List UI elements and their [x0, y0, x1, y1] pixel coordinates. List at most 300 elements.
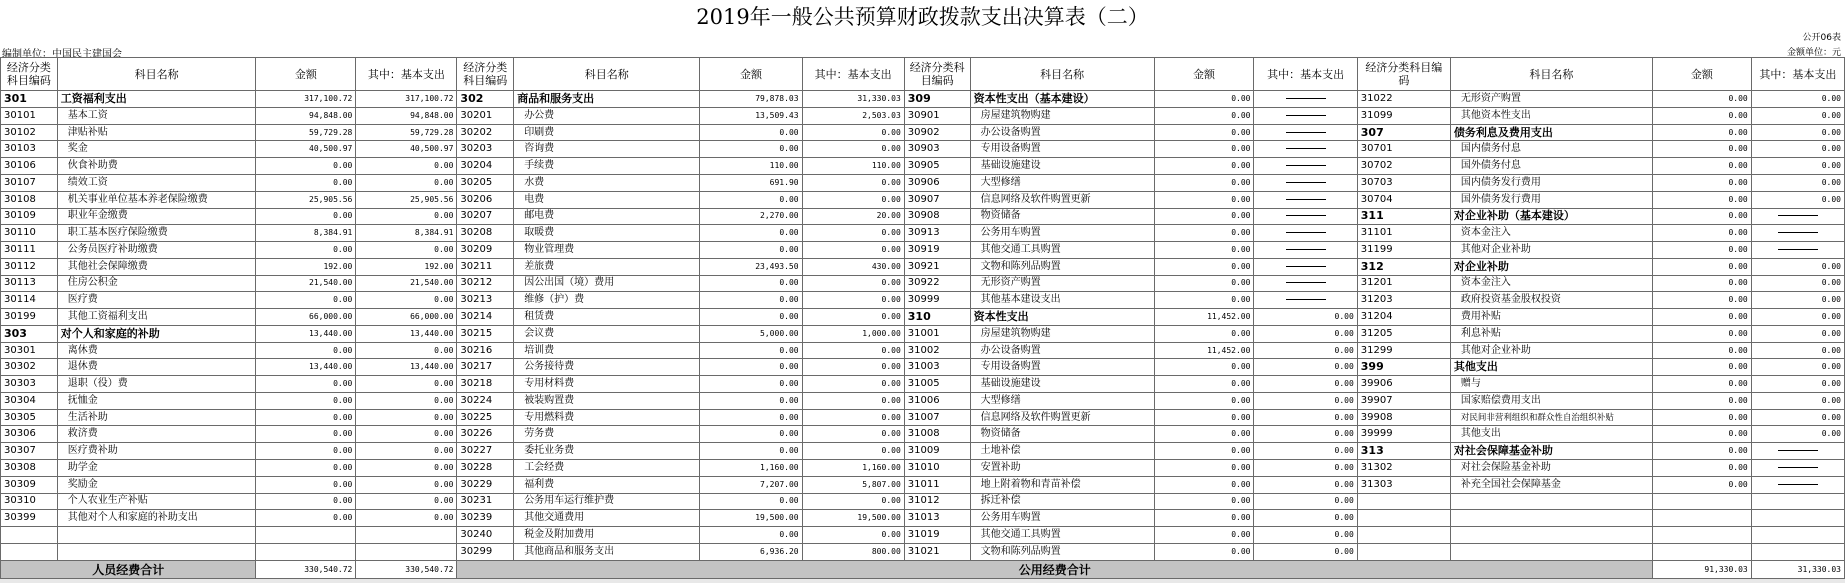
- cell-name: 基本工资: [57, 107, 256, 124]
- cell-name: [1450, 543, 1652, 560]
- cell-name: 其他商品和服务支出: [514, 543, 700, 560]
- cell-amount: 0.00: [700, 409, 802, 426]
- cell-basic: 94,848.00: [356, 107, 457, 124]
- cell-name: 费用补贴: [1450, 309, 1652, 326]
- expenditure-table: [0, 57, 1845, 579]
- cell-code: 30106: [1, 158, 58, 175]
- cell-basic: 0.00: [356, 392, 457, 409]
- cell-amount: 25,905.56: [256, 191, 356, 208]
- cell-name: 工会经费: [514, 460, 700, 477]
- cell-basic: [1254, 91, 1357, 108]
- cell-amount: 0.00: [700, 225, 802, 242]
- cell-basic: 40,500.97: [356, 141, 457, 158]
- cell-basic: 0.00: [1254, 342, 1357, 359]
- cell-basic: [1254, 158, 1357, 175]
- form-number: 公开06表: [1802, 33, 1841, 43]
- cell-amount: 0.00: [256, 493, 356, 510]
- dash-mark: [1286, 282, 1326, 283]
- cell-basic: [1254, 124, 1357, 141]
- cell-amount: 0.00: [256, 174, 356, 191]
- cell-code: 31203: [1357, 292, 1450, 309]
- cell-amount: 0.00: [1652, 225, 1751, 242]
- cell-name: 公务接待费: [514, 359, 700, 376]
- dash-mark: [1286, 115, 1326, 116]
- cell-basic: 0.00: [802, 225, 904, 242]
- cell-basic: 0.00: [802, 242, 904, 259]
- cell-basic: 800.00: [802, 543, 904, 560]
- cell-name: 对企业补助（基本建设）: [1450, 208, 1652, 225]
- cell-basic: 0.00: [802, 426, 904, 443]
- cell-name: 专用设备购置: [970, 359, 1154, 376]
- cell-name: 基础设施建设: [970, 158, 1154, 175]
- cell-basic: 1,160.00: [802, 460, 904, 477]
- cell-code: 30225: [457, 409, 514, 426]
- cell-name: 国外债务发行费用: [1450, 191, 1652, 208]
- cell-name: 租赁费: [514, 309, 700, 326]
- cell-name: 奖金: [57, 141, 256, 158]
- header-basic: 其中：基本支出: [356, 58, 457, 91]
- table-row: [1, 342, 1845, 359]
- cell-basic: 2,503.03: [802, 107, 904, 124]
- table-row: [1, 392, 1845, 409]
- cell-name: 大型修缮: [970, 392, 1154, 409]
- cell-name: 其他交通工具购置: [970, 527, 1154, 544]
- reporting-unit: 编制单位：中国民主建国会: [2, 49, 122, 60]
- cell-amount: 192.00: [256, 258, 356, 275]
- cell-name: 会议费: [514, 325, 700, 342]
- cell-basic: [1751, 208, 1844, 225]
- cell-code: 30214: [457, 309, 514, 326]
- cell-basic: [1751, 242, 1844, 259]
- cell-name: 职业年金缴费: [57, 208, 256, 225]
- cell-name: 对社会保障基金补助: [1450, 443, 1652, 460]
- cell-code: 31205: [1357, 325, 1450, 342]
- cell-code: 312: [1357, 258, 1450, 275]
- cell-amount: 0.00: [1154, 242, 1254, 259]
- cell-code: 31007: [904, 409, 970, 426]
- cell-code: 31009: [904, 443, 970, 460]
- cell-code: 30202: [457, 124, 514, 141]
- cell-basic: 0.00: [356, 376, 457, 393]
- table-row: [1, 124, 1845, 141]
- cell-amount: 0.00: [256, 158, 356, 175]
- cell-name: 津贴补贴: [57, 124, 256, 141]
- cell-name: 专用材料费: [514, 376, 700, 393]
- cell-basic: 0.00: [1254, 493, 1357, 510]
- cell-name: [57, 527, 256, 544]
- cell-amount: 40,500.97: [256, 141, 356, 158]
- table-row: [1, 359, 1845, 376]
- table-row: [1, 191, 1845, 208]
- cell-name: 补充全国社会保障基金: [1450, 476, 1652, 493]
- cell-name: 被装购置费: [514, 392, 700, 409]
- cell-basic: 0.00: [356, 342, 457, 359]
- cell-amount: 0.00: [1652, 158, 1751, 175]
- cell-code: 39906: [1357, 376, 1450, 393]
- header-row: [1, 58, 1845, 91]
- header-amount: 金额: [1652, 58, 1751, 91]
- cell-basic: [1254, 208, 1357, 225]
- cell-name: 退休费: [57, 359, 256, 376]
- cell-amount: 0.00: [700, 191, 802, 208]
- cell-code: 310: [904, 309, 970, 326]
- cell-amount: 0.00: [1154, 258, 1254, 275]
- cell-code: 31199: [1357, 242, 1450, 259]
- cell-amount: 0.00: [1154, 510, 1254, 527]
- cell-amount: 6,936.20: [700, 543, 802, 560]
- cell-code: 31008: [904, 426, 970, 443]
- cell-name: 医疗费补助: [57, 443, 256, 460]
- cell-code: 30218: [457, 376, 514, 393]
- cell-code: 30901: [904, 107, 970, 124]
- cell-code: 30103: [1, 141, 58, 158]
- header-name: 科目名称: [1450, 58, 1652, 91]
- cell-name: 土地补偿: [970, 443, 1154, 460]
- cell-basic: [1254, 174, 1357, 191]
- cell-amount: [1652, 543, 1751, 560]
- cell-code: 30205: [457, 174, 514, 191]
- cell-name: 助学金: [57, 460, 256, 477]
- cell-amount: 0.00: [1652, 174, 1751, 191]
- cell-amount: 11,452.00: [1154, 309, 1254, 326]
- cell-amount: 1,160.00: [700, 460, 802, 477]
- dash-mark: [1778, 215, 1818, 216]
- cell-basic: 0.00: [1254, 309, 1357, 326]
- cell-basic: 0.00: [802, 376, 904, 393]
- cell-amount: 21,540.00: [256, 275, 356, 292]
- cell-name: 无形资产购置: [1450, 91, 1652, 108]
- cell-basic: 0.00: [802, 174, 904, 191]
- cell-code: 30307: [1, 443, 58, 460]
- dash-mark: [1778, 450, 1818, 451]
- cell-basic: [1751, 443, 1844, 460]
- cell-name: 其他对企业补助: [1450, 242, 1652, 259]
- table-row: [1, 460, 1845, 477]
- dash-mark: [1286, 148, 1326, 149]
- cell-amount: 0.00: [1652, 191, 1751, 208]
- cell-basic: 0.00: [802, 493, 904, 510]
- cell-code: 31101: [1357, 225, 1450, 242]
- cell-code: 30231: [457, 493, 514, 510]
- cell-basic: 0.00: [1254, 392, 1357, 409]
- cell-basic: 0.00: [1751, 392, 1844, 409]
- cell-amount: 0.00: [1154, 275, 1254, 292]
- cell-name: 工资福利支出: [57, 91, 256, 108]
- cell-basic: 0.00: [356, 493, 457, 510]
- cell-code: 30209: [457, 242, 514, 259]
- cell-name: 劳务费: [514, 426, 700, 443]
- cell-code: 39908: [1357, 409, 1450, 426]
- cell-name: 其他支出: [1450, 359, 1652, 376]
- cell-code: 31021: [904, 543, 970, 560]
- cell-code: 31019: [904, 527, 970, 544]
- cell-amount: 0.00: [256, 242, 356, 259]
- cell-amount: 0.00: [700, 359, 802, 376]
- cell-basic: 317,100.72: [356, 91, 457, 108]
- public-total-amount: 91,330.03: [1652, 561, 1751, 579]
- cell-basic: 0.00: [802, 342, 904, 359]
- cell-code: 31204: [1357, 309, 1450, 326]
- header-amount: 金额: [1154, 58, 1254, 91]
- cell-basic: [1254, 107, 1357, 124]
- cell-code: 30227: [457, 443, 514, 460]
- cell-amount: 0.00: [1154, 376, 1254, 393]
- cell-name: 赠与: [1450, 376, 1652, 393]
- cell-basic: 13,440.00: [356, 359, 457, 376]
- table-row: [1, 242, 1845, 259]
- cell-amount: 0.00: [1154, 493, 1254, 510]
- cell-basic: 8,384.91: [356, 225, 457, 242]
- cell-basic: 0.00: [802, 409, 904, 426]
- cell-amount: 0.00: [1154, 225, 1254, 242]
- cell-code: 302: [457, 91, 514, 108]
- cell-name: 资本金注入: [1450, 275, 1652, 292]
- cell-name: 基础设施建设: [970, 376, 1154, 393]
- cell-basic: 13,440.00: [356, 325, 457, 342]
- cell-name: 无形资产购置: [970, 275, 1154, 292]
- cell-amount: 0.00: [1154, 141, 1254, 158]
- cell-code: 31012: [904, 493, 970, 510]
- cell-amount: 0.00: [700, 342, 802, 359]
- cell-code: 30204: [457, 158, 514, 175]
- cell-basic: 0.00: [1751, 141, 1844, 158]
- cell-code: 31001: [904, 325, 970, 342]
- cell-code: 30211: [457, 258, 514, 275]
- public-total-label: 公用经费合计: [457, 561, 1653, 579]
- cell-amount: 0.00: [700, 242, 802, 259]
- cell-amount: 0.00: [1154, 443, 1254, 460]
- cell-amount: 79,878.03: [700, 91, 802, 108]
- cell-name: 信息网络及软件购置更新: [970, 191, 1154, 208]
- cell-name: 专用设备购置: [970, 141, 1154, 158]
- cell-amount: 0.00: [700, 292, 802, 309]
- cell-basic: 0.00: [1751, 174, 1844, 191]
- cell-code: 30305: [1, 409, 58, 426]
- cell-amount: [1652, 493, 1751, 510]
- cell-basic: 0.00: [356, 158, 457, 175]
- cell-name: 水费: [514, 174, 700, 191]
- dash-mark: [1286, 249, 1326, 250]
- cell-name: 信息网络及软件购置更新: [970, 409, 1154, 426]
- cell-code: 30226: [457, 426, 514, 443]
- cell-code: 309: [904, 91, 970, 108]
- cell-code: 30306: [1, 426, 58, 443]
- cell-amount: 110.00: [700, 158, 802, 175]
- cell-basic: 0.00: [802, 527, 904, 544]
- cell-name: 公务用车购置: [970, 510, 1154, 527]
- cell-code: 31003: [904, 359, 970, 376]
- cell-code: 399: [1357, 359, 1450, 376]
- cell-code: 30906: [904, 174, 970, 191]
- cell-amount: 0.00: [1154, 392, 1254, 409]
- cell-name: 对企业补助: [1450, 258, 1652, 275]
- cell-name: 其他支出: [1450, 426, 1652, 443]
- cell-amount: 66,000.00: [256, 309, 356, 326]
- cell-amount: 0.00: [1652, 242, 1751, 259]
- dash-mark: [1286, 182, 1326, 183]
- cell-name: 个人农业生产补贴: [57, 493, 256, 510]
- cell-code: 30704: [1357, 191, 1450, 208]
- cell-basic: 0.00: [1254, 409, 1357, 426]
- cell-name: 其他对企业补助: [1450, 342, 1652, 359]
- cell-code: [1357, 510, 1450, 527]
- cell-basic: [1751, 225, 1844, 242]
- cell-basic: [1254, 292, 1357, 309]
- cell-name: 印刷费: [514, 124, 700, 141]
- cell-amount: 0.00: [1652, 91, 1751, 108]
- cell-amount: 0.00: [1154, 158, 1254, 175]
- cell-amount: 0.00: [700, 376, 802, 393]
- cell-amount: 13,509.43: [700, 107, 802, 124]
- cell-name: 因公出国（境）费用: [514, 275, 700, 292]
- cell-code: 30111: [1, 242, 58, 259]
- cell-basic: 0.00: [1254, 460, 1357, 477]
- cell-basic: 0.00: [1254, 476, 1357, 493]
- cell-name: 委托业务费: [514, 443, 700, 460]
- cell-code: 30304: [1, 392, 58, 409]
- cell-code: 30240: [457, 527, 514, 544]
- cell-basic: [1254, 275, 1357, 292]
- cell-amount: 11,452.00: [1154, 342, 1254, 359]
- cell-amount: 0.00: [1154, 174, 1254, 191]
- header-code: 经济分类科目编码: [457, 58, 514, 91]
- cell-basic: [1751, 460, 1844, 477]
- cell-code: 31002: [904, 342, 970, 359]
- cell-amount: 0.00: [256, 510, 356, 527]
- cell-basic: [356, 527, 457, 544]
- cell-name: 办公设备购置: [970, 342, 1154, 359]
- table-row: [1, 493, 1845, 510]
- cell-amount: 59,729.28: [256, 124, 356, 141]
- cell-code: 30199: [1, 309, 58, 326]
- cell-amount: 0.00: [1652, 443, 1751, 460]
- cell-basic: 0.00: [1751, 275, 1844, 292]
- header-name: 科目名称: [57, 58, 256, 91]
- cell-basic: [1254, 242, 1357, 259]
- table-row: [1, 443, 1845, 460]
- cell-code: 30702: [1357, 158, 1450, 175]
- cell-amount: 0.00: [1154, 208, 1254, 225]
- cell-name: 房屋建筑物购建: [970, 325, 1154, 342]
- bottom-scroll-strip: [0, 579, 1845, 583]
- cell-name: 公务用车购置: [970, 225, 1154, 242]
- cell-basic: 0.00: [356, 242, 457, 259]
- cell-amount: 0.00: [256, 342, 356, 359]
- cell-name: 职工基本医疗保险缴费: [57, 225, 256, 242]
- cell-code: 30919: [904, 242, 970, 259]
- cell-amount: 0.00: [1154, 325, 1254, 342]
- cell-name: 债务利息及费用支出: [1450, 124, 1652, 141]
- cell-amount: 0.00: [256, 376, 356, 393]
- cell-amount: 0.00: [256, 460, 356, 477]
- header-basic: 其中：基本支出: [1751, 58, 1844, 91]
- cell-code: 30229: [457, 476, 514, 493]
- header-name: 科目名称: [970, 58, 1154, 91]
- cell-name: 电费: [514, 191, 700, 208]
- dash-mark: [1778, 232, 1818, 233]
- cell-name: 手续费: [514, 158, 700, 175]
- cell-name: 文物和陈列品购置: [970, 258, 1154, 275]
- cell-code: 31303: [1357, 476, 1450, 493]
- cell-basic: 5,807.00: [802, 476, 904, 493]
- cell-basic: 0.00: [802, 124, 904, 141]
- cell-amount: 0.00: [1652, 476, 1751, 493]
- header-code: 经济分类科目编码: [904, 58, 970, 91]
- cell-basic: 0.00: [1254, 443, 1357, 460]
- cell-name: 拆迁补偿: [970, 493, 1154, 510]
- cell-basic: 0.00: [1751, 342, 1844, 359]
- cell-name: 专用燃料费: [514, 409, 700, 426]
- cell-basic: 0.00: [1254, 325, 1357, 342]
- cell-name: 国家赔偿费用支出: [1450, 392, 1652, 409]
- cell-amount: 0.00: [1652, 275, 1751, 292]
- cell-name: 国内债务付息: [1450, 141, 1652, 158]
- cell-code: 31299: [1357, 342, 1450, 359]
- cell-basic: [1254, 225, 1357, 242]
- cell-code: 30101: [1, 107, 58, 124]
- cell-basic: [1751, 493, 1844, 510]
- cell-code: 30212: [457, 275, 514, 292]
- header-amount: 金额: [256, 58, 356, 91]
- cell-basic: 0.00: [1254, 510, 1357, 527]
- cell-basic: 0.00: [802, 292, 904, 309]
- cell-name: 对社会保险基金补助: [1450, 460, 1652, 477]
- cell-amount: 691.90: [700, 174, 802, 191]
- table-row: [1, 510, 1845, 527]
- cell-basic: 0.00: [356, 174, 457, 191]
- cell-name: 大型修缮: [970, 174, 1154, 191]
- cell-name: 对个人和家庭的补助: [57, 325, 256, 342]
- cell-basic: 0.00: [1751, 309, 1844, 326]
- cell-basic: 66,000.00: [356, 309, 457, 326]
- cell-name: 国内债务发行费用: [1450, 174, 1652, 191]
- cell-basic: 21,540.00: [356, 275, 457, 292]
- cell-code: 30201: [457, 107, 514, 124]
- cell-amount: 7,207.00: [700, 476, 802, 493]
- dash-mark: [1286, 132, 1326, 133]
- cell-code: 31302: [1357, 460, 1450, 477]
- cell-basic: 19,500.00: [802, 510, 904, 527]
- cell-amount: 0.00: [700, 527, 802, 544]
- cell-code: [1, 543, 58, 560]
- cell-amount: 0.00: [700, 392, 802, 409]
- cell-code: 30399: [1, 510, 58, 527]
- totals-row: [1, 561, 1845, 579]
- cell-name: 其他工资福利支出: [57, 309, 256, 326]
- cell-basic: 0.00: [802, 141, 904, 158]
- cell-code: 30703: [1357, 174, 1450, 191]
- cell-amount: 0.00: [256, 208, 356, 225]
- dash-mark: [1778, 467, 1818, 468]
- cell-amount: 0.00: [1154, 292, 1254, 309]
- cell-name: 其他资本性支出: [1450, 107, 1652, 124]
- cell-amount: 13,440.00: [256, 359, 356, 376]
- cell-code: 30216: [457, 342, 514, 359]
- dash-mark: [1778, 249, 1818, 250]
- cell-code: 39999: [1357, 426, 1450, 443]
- header-name: 科目名称: [514, 58, 700, 91]
- cell-amount: 0.00: [1652, 258, 1751, 275]
- dash-mark: [1286, 98, 1326, 99]
- cell-name: 物业管理费: [514, 242, 700, 259]
- header-basic: 其中：基本支出: [1254, 58, 1357, 91]
- cell-code: 30217: [457, 359, 514, 376]
- cell-amount: 0.00: [256, 443, 356, 460]
- cell-name: 维修（护）费: [514, 292, 700, 309]
- cell-basic: 0.00: [1751, 258, 1844, 275]
- cell-amount: [256, 527, 356, 544]
- cell-code: 303: [1, 325, 58, 342]
